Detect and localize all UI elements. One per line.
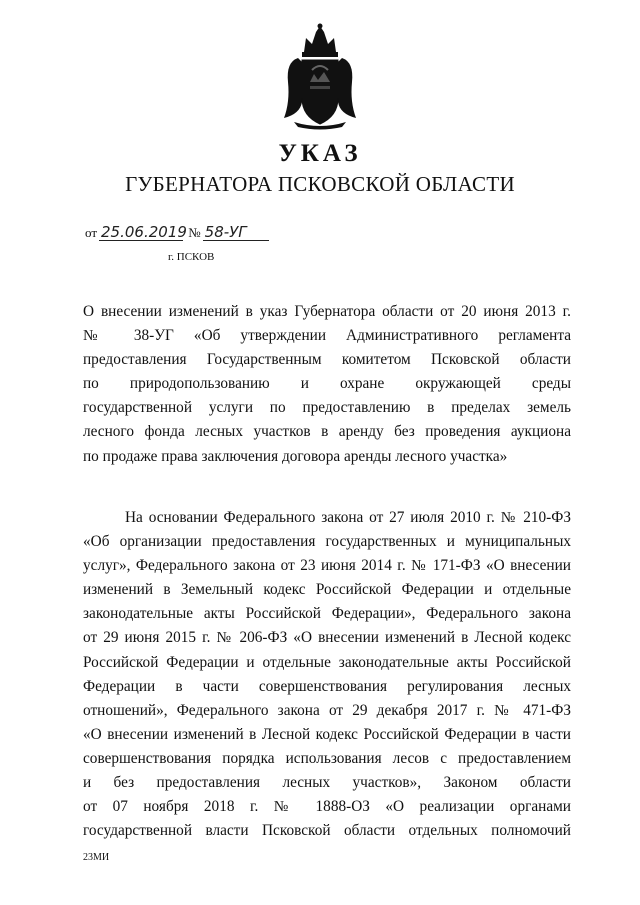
city-label: г. ПСКОВ — [168, 251, 215, 263]
document-title: УКАЗ — [278, 140, 362, 167]
subject-line: предоставления Государственным комитетом Псковской области — [83, 351, 571, 369]
footer-code: 23МИ — [83, 852, 110, 863]
coat-of-arms-icon — [280, 22, 360, 130]
body-line: и без предоставления лесных участков», Законом области — [83, 774, 571, 792]
body-line: «Об организации предоставления государственных и муниципальных — [83, 533, 571, 551]
number-label: № — [188, 225, 201, 240]
body-line: На основании Федерального закона от 27 июля 2010 г. № 210-ФЗ — [125, 509, 571, 526]
subject-line: по природопользованию и охране окружающей среды — [83, 375, 571, 393]
body-line: Федерации в части совершенствования регулирования лесных — [83, 677, 571, 695]
body-line: от 07 ноября 2018 г. № 1888-ОЗ «О реализации органами — [83, 798, 571, 816]
body-line: изменений в Земельный кодекс Российской Федерации и отдельные — [83, 581, 571, 599]
body-line: совершенствования порядка использования лесов с предоставлением — [83, 749, 571, 767]
subject-line: О внесении изменений в указ Губернатора области от 20 июня 2013 г. — [83, 303, 571, 320]
handwritten-date: 25.06.2019 — [101, 223, 187, 241]
decree-body — [83, 506, 571, 843]
body-line: «О внесении изменений в Лесной кодекс Российской Федерации в части — [83, 725, 571, 743]
body-line: законодательные акты Российской Федерации», Федерального закона — [83, 605, 571, 623]
date-number-line — [83, 224, 269, 241]
body-line: от 29 июня 2015 г. № 206-ФЗ «О внесении изменений в Лесной кодекс — [83, 629, 571, 647]
date-prefix: от — [85, 225, 98, 240]
subject-line: № 38-УГ «Об утверждении Административного регламента — [83, 327, 571, 345]
handwritten-number: 58-УГ — [203, 224, 269, 241]
subject-line: лесного фонда лесных участков в аренду без проведения аукциона — [83, 423, 571, 441]
document-subtitle: ГУБЕРНАТОРА ПСКОВСКОЙ ОБЛАСТИ — [125, 172, 515, 196]
decree-subject — [83, 300, 571, 469]
body-line: услуг», Федерального закона от 23 июня 2014 г. № 171-ФЗ «О внесении — [83, 557, 571, 575]
body-line: отношений», Федерального закона от 29 декабря 2017 г. № 471-ФЗ — [83, 701, 571, 719]
subject-line: по продаже права заключения договора аренды лесного участка» — [83, 447, 508, 465]
body-line: государственной власти Псковской области отдельных полномочий — [83, 822, 571, 840]
body-line: Российской Федерации и отдельные законодательные акты Российской — [83, 653, 571, 671]
subject-line: государственной услуги по предоставлению в пределах земель — [83, 399, 571, 417]
